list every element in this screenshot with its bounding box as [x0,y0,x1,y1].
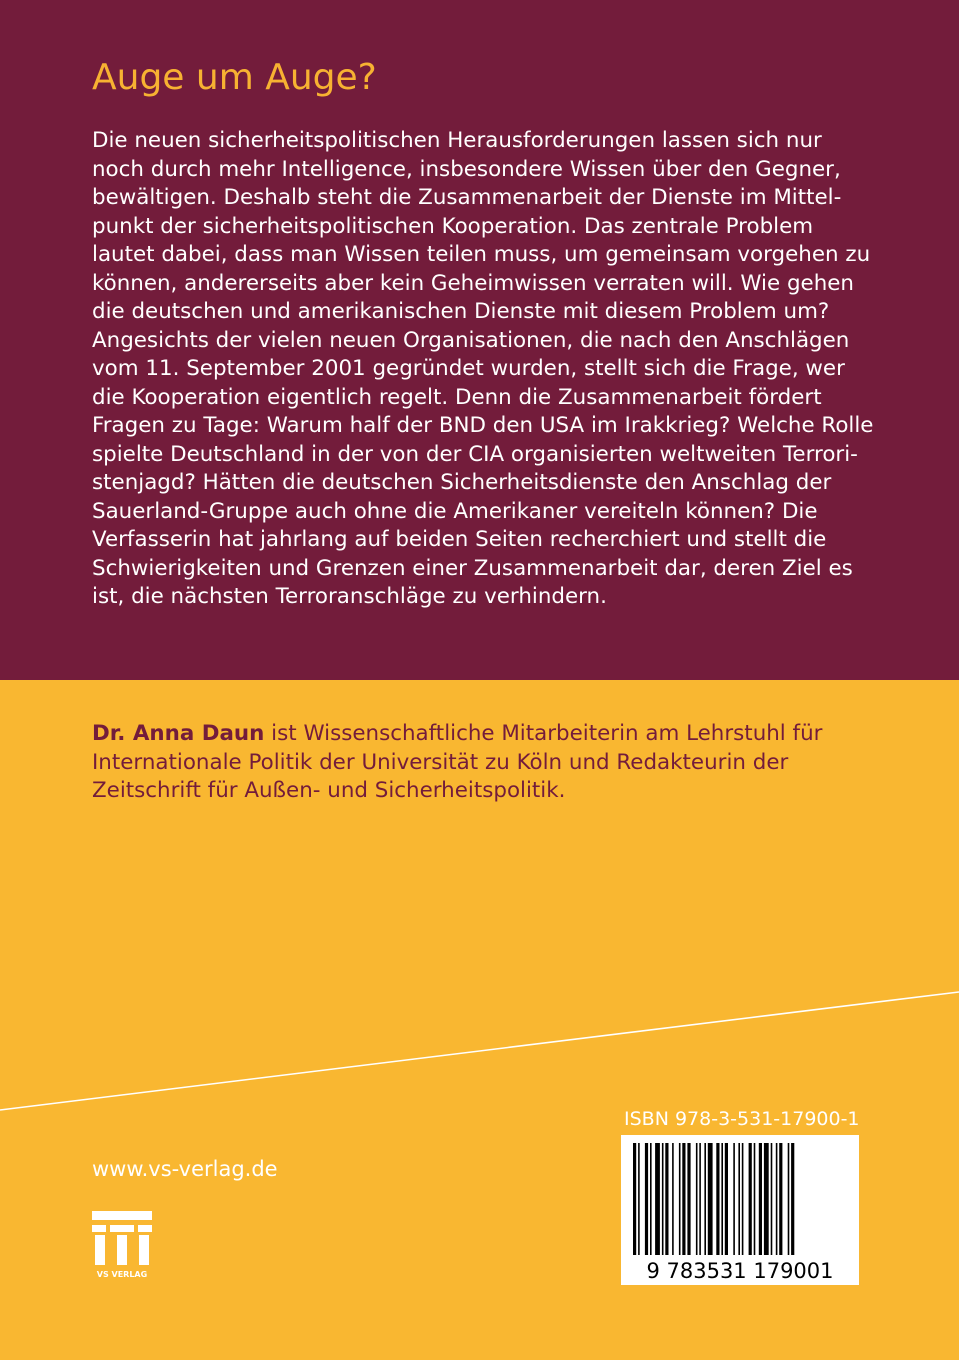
barcode-bar [682,1143,685,1255]
blurb-line: vom 11. September 2001 gegründet wurden, stellt sich die Frage, wer [92,356,845,381]
barcode [621,1135,859,1285]
barcode-bar [725,1143,728,1255]
author-bio-line2: Internationale Politik der Universität zu Köln und Redakteurin der [92,749,789,775]
barcode-bar [791,1143,794,1255]
author-bio-line1 [92,720,882,749]
barcode-bar [638,1143,640,1255]
barcode-bar [704,1143,706,1255]
author-bio-line1-rest: ist Wissenschaftliche Mitarbeiterin am Lehrstuhl für [264,721,823,746]
author-bio [92,720,882,806]
barcode-bar [738,1143,740,1255]
barcode-bar [672,1143,674,1255]
author-name: Dr. Anna Daun [92,721,265,746]
barcode-bar [650,1143,652,1255]
blurb-line: Die neuen sicherheitspolitischen Herausforderungen lassen sich nur [92,128,822,153]
barcode-bar [655,1143,660,1255]
blurb-line: die Kooperation eigentlich regelt. Denn die Zusammenarbeit fördert [92,384,822,410]
book-title: Auge um Auge? [92,57,377,98]
barcode-bar [708,1143,713,1255]
diagonal-line [0,985,959,1115]
blurb-line: stenjagd? Hätten die deutschen Sicherheitsdienste den Anschlag der [92,470,832,495]
barcode-bar [645,1143,648,1255]
barcode-bar [771,1143,773,1255]
blurb-line: Verfasserin hat jahrlang auf beiden Seiten recherchiert und stellt die [92,527,827,552]
blurb-line: spielte Deutschland in der von der CIA organisierten weltweiten Terrori- [92,441,858,467]
barcode-bar [679,1143,681,1255]
barcode-bar [665,1143,668,1255]
blurb-line: noch durch mehr Intelligence, insbesondere Wissen über den Gegner, [92,156,841,182]
barcode-bar [696,1143,698,1255]
barcode-bar [742,1143,744,1255]
blurb-line: Fragen zu Tage: Warum half der BND den USA im Irakkrieg? Welche Rolle [92,413,874,438]
barcode-bar [716,1143,719,1255]
barcode-bar [776,1143,778,1255]
logo-text: VS VERLAG [96,1270,148,1279]
blurb-line: ist, die nächsten Terroranschläge zu verhindern. [92,584,607,609]
barcode-bar [662,1143,664,1255]
barcode-bar [721,1143,723,1255]
barcode-bar [733,1143,735,1255]
barcode-bar [633,1143,636,1255]
barcode-bar [699,1143,701,1255]
barcode-digits: 9 783531 179001 [646,1259,834,1283]
barcode-bar [754,1143,756,1255]
blurb-line: bewältigen. Deshalb steht die Zusammenarbeit der Dienste im Mittel- [92,185,842,210]
blurb-line: Schwierigkeiten und Grenzen einer Zusammenarbeit dar, deren Ziel es [92,555,853,581]
barcode-bar [759,1143,762,1255]
barcode-bar [749,1143,752,1255]
author-bio-line3: Zeitschrift für Außen- und Sicherheitspolitik. [92,778,566,803]
isbn-label: ISBN 978-3-531-17900-1 [624,1108,860,1130]
blurb-line: können, andererseits aber kein Geheimwissen verraten will. Wie gehen [92,270,854,296]
barcode-bar [687,1143,690,1255]
blurb-line: Sauerland-Gruppe auch ohne die Amerikaner vereiteln können? Die [92,498,818,524]
blurb-text [92,127,874,612]
blurb-line: lautet dabei, dass man Wissen teilen muss, um gemeinsam vorgehen zu [92,242,871,267]
barcode-bar [779,1143,782,1255]
barcode-bar [788,1143,790,1255]
publisher-website: www.vs-verlag.de [92,1157,278,1181]
vs-verlag-logo [92,1211,152,1285]
blurb-line: punkt der sicherheitspolitischen Kooperation. Das zentrale Problem [92,213,814,239]
blurb-line: die deutschen und amerikanischen Dienste mit diesem Problem um? [92,299,830,324]
barcode-bar [764,1143,769,1255]
blurb-line: Angesichts der vielen neuen Organisationen, die nach den Anschlägen [92,327,850,353]
